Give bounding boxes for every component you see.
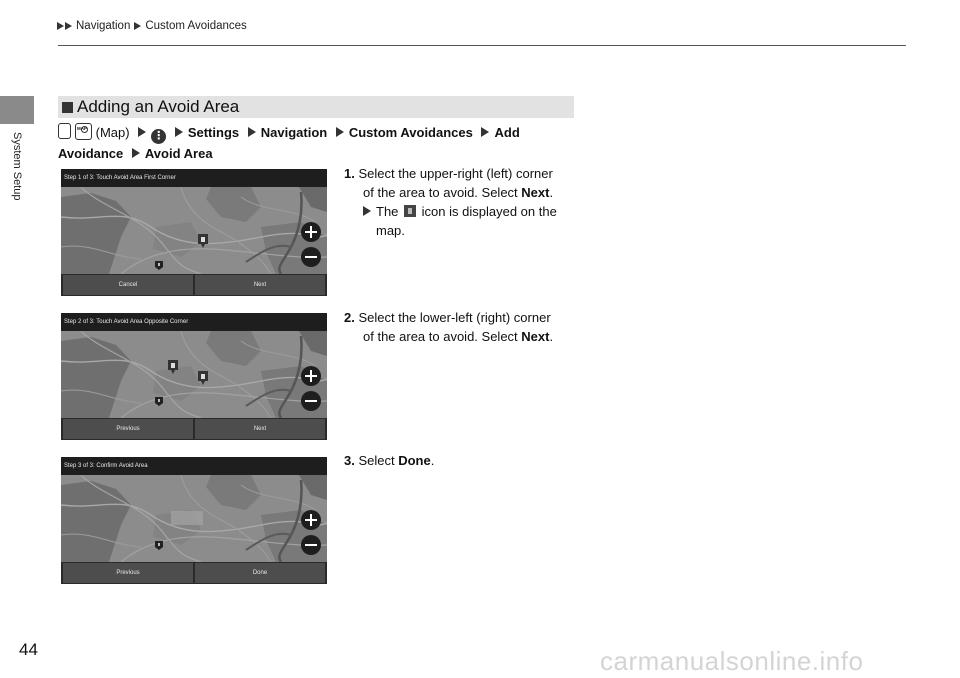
previous-button[interactable]: Previous — [63, 563, 193, 583]
path-settings: Settings — [187, 125, 240, 140]
step-number: 1. — [344, 166, 355, 181]
path-navigation: Navigation — [260, 125, 328, 140]
triangle-icon — [57, 22, 64, 30]
map-view[interactable] — [61, 475, 327, 562]
map-view[interactable] — [61, 331, 327, 418]
step-2 — [344, 308, 584, 346]
avoid-area-highlight — [171, 511, 203, 525]
map-label: (Map) — [95, 125, 130, 140]
step-text: Select — [358, 453, 399, 468]
step-text: . — [430, 453, 435, 468]
next-label: Next — [521, 185, 550, 200]
triangle-icon — [363, 206, 371, 216]
home-icon — [58, 123, 71, 139]
step-subtext: map. — [376, 223, 405, 238]
triangle-icon — [65, 22, 72, 30]
step-text: . — [549, 329, 554, 344]
step-text: of the area to avoid. Select — [363, 185, 522, 200]
step-text: of the area to avoid. Select — [363, 329, 522, 344]
map-view[interactable] — [61, 187, 327, 274]
step-1 — [344, 164, 584, 240]
avoid-pin-icon — [404, 205, 416, 217]
previous-button[interactable]: Previous — [63, 419, 193, 439]
triangle-icon — [175, 127, 183, 137]
more-options-icon: ⋮ — [153, 130, 165, 142]
step-number: 3. — [344, 453, 355, 468]
path-avoid-area: Avoid Area — [144, 146, 213, 161]
square-bullet-icon — [62, 102, 73, 113]
triangle-icon — [248, 127, 256, 137]
path-custom-avoidances: Custom Avoidances — [348, 125, 473, 140]
screen-step-2 — [61, 313, 327, 440]
screen-title: Step 2 of 3: Touch Avoid Area Opposite Corner — [61, 313, 327, 331]
breadcrumb-item-custom-avoidances[interactable]: Custom Avoidances — [145, 20, 247, 32]
map-button-icon: MAP — [75, 123, 92, 140]
triangle-icon — [134, 22, 141, 30]
button-row — [61, 274, 327, 296]
step-3 — [344, 451, 584, 470]
triangle-icon — [336, 127, 344, 137]
step-number: 2. — [344, 310, 355, 325]
step-text: Select the lower-left (right) corner — [358, 310, 551, 325]
menu-path — [58, 123, 578, 164]
screen-title: Step 3 of 3: Confirm Avoid Area — [61, 457, 327, 475]
next-button[interactable]: Next — [195, 419, 325, 439]
screen-step-3 — [61, 457, 327, 584]
side-tab-marker — [0, 96, 34, 124]
page-number: 44 — [19, 640, 38, 659]
next-button[interactable]: Next — [195, 275, 325, 295]
next-label: Next — [521, 329, 550, 344]
triangle-icon — [138, 127, 146, 137]
section-title: Adding an Avoid Area — [77, 97, 240, 116]
step-subtext: icon is displayed on the — [421, 204, 557, 219]
section-heading — [58, 96, 574, 118]
done-label: Done — [398, 453, 431, 468]
watermark: carmanualsonline.info — [600, 646, 864, 676]
cancel-button[interactable]: Cancel — [63, 275, 193, 295]
triangle-icon — [481, 127, 489, 137]
screen-step-1 — [61, 169, 327, 296]
button-row — [61, 418, 327, 440]
path-add-avoidance: Add Avoidance — [58, 125, 520, 161]
step-subtext: The — [376, 204, 399, 219]
screen-title: Step 1 of 3: Touch Avoid Area First Corner — [61, 169, 327, 187]
header-rule — [58, 45, 906, 46]
done-button[interactable]: Done — [195, 563, 325, 583]
step-text: . — [549, 185, 554, 200]
breadcrumb-item-navigation[interactable]: Navigation — [76, 20, 131, 32]
triangle-icon — [132, 148, 140, 158]
side-tab-label: System Setup — [11, 132, 23, 201]
button-row — [61, 562, 327, 584]
breadcrumb — [57, 20, 247, 32]
step-text: Select the upper-right (left) corner — [358, 166, 553, 181]
